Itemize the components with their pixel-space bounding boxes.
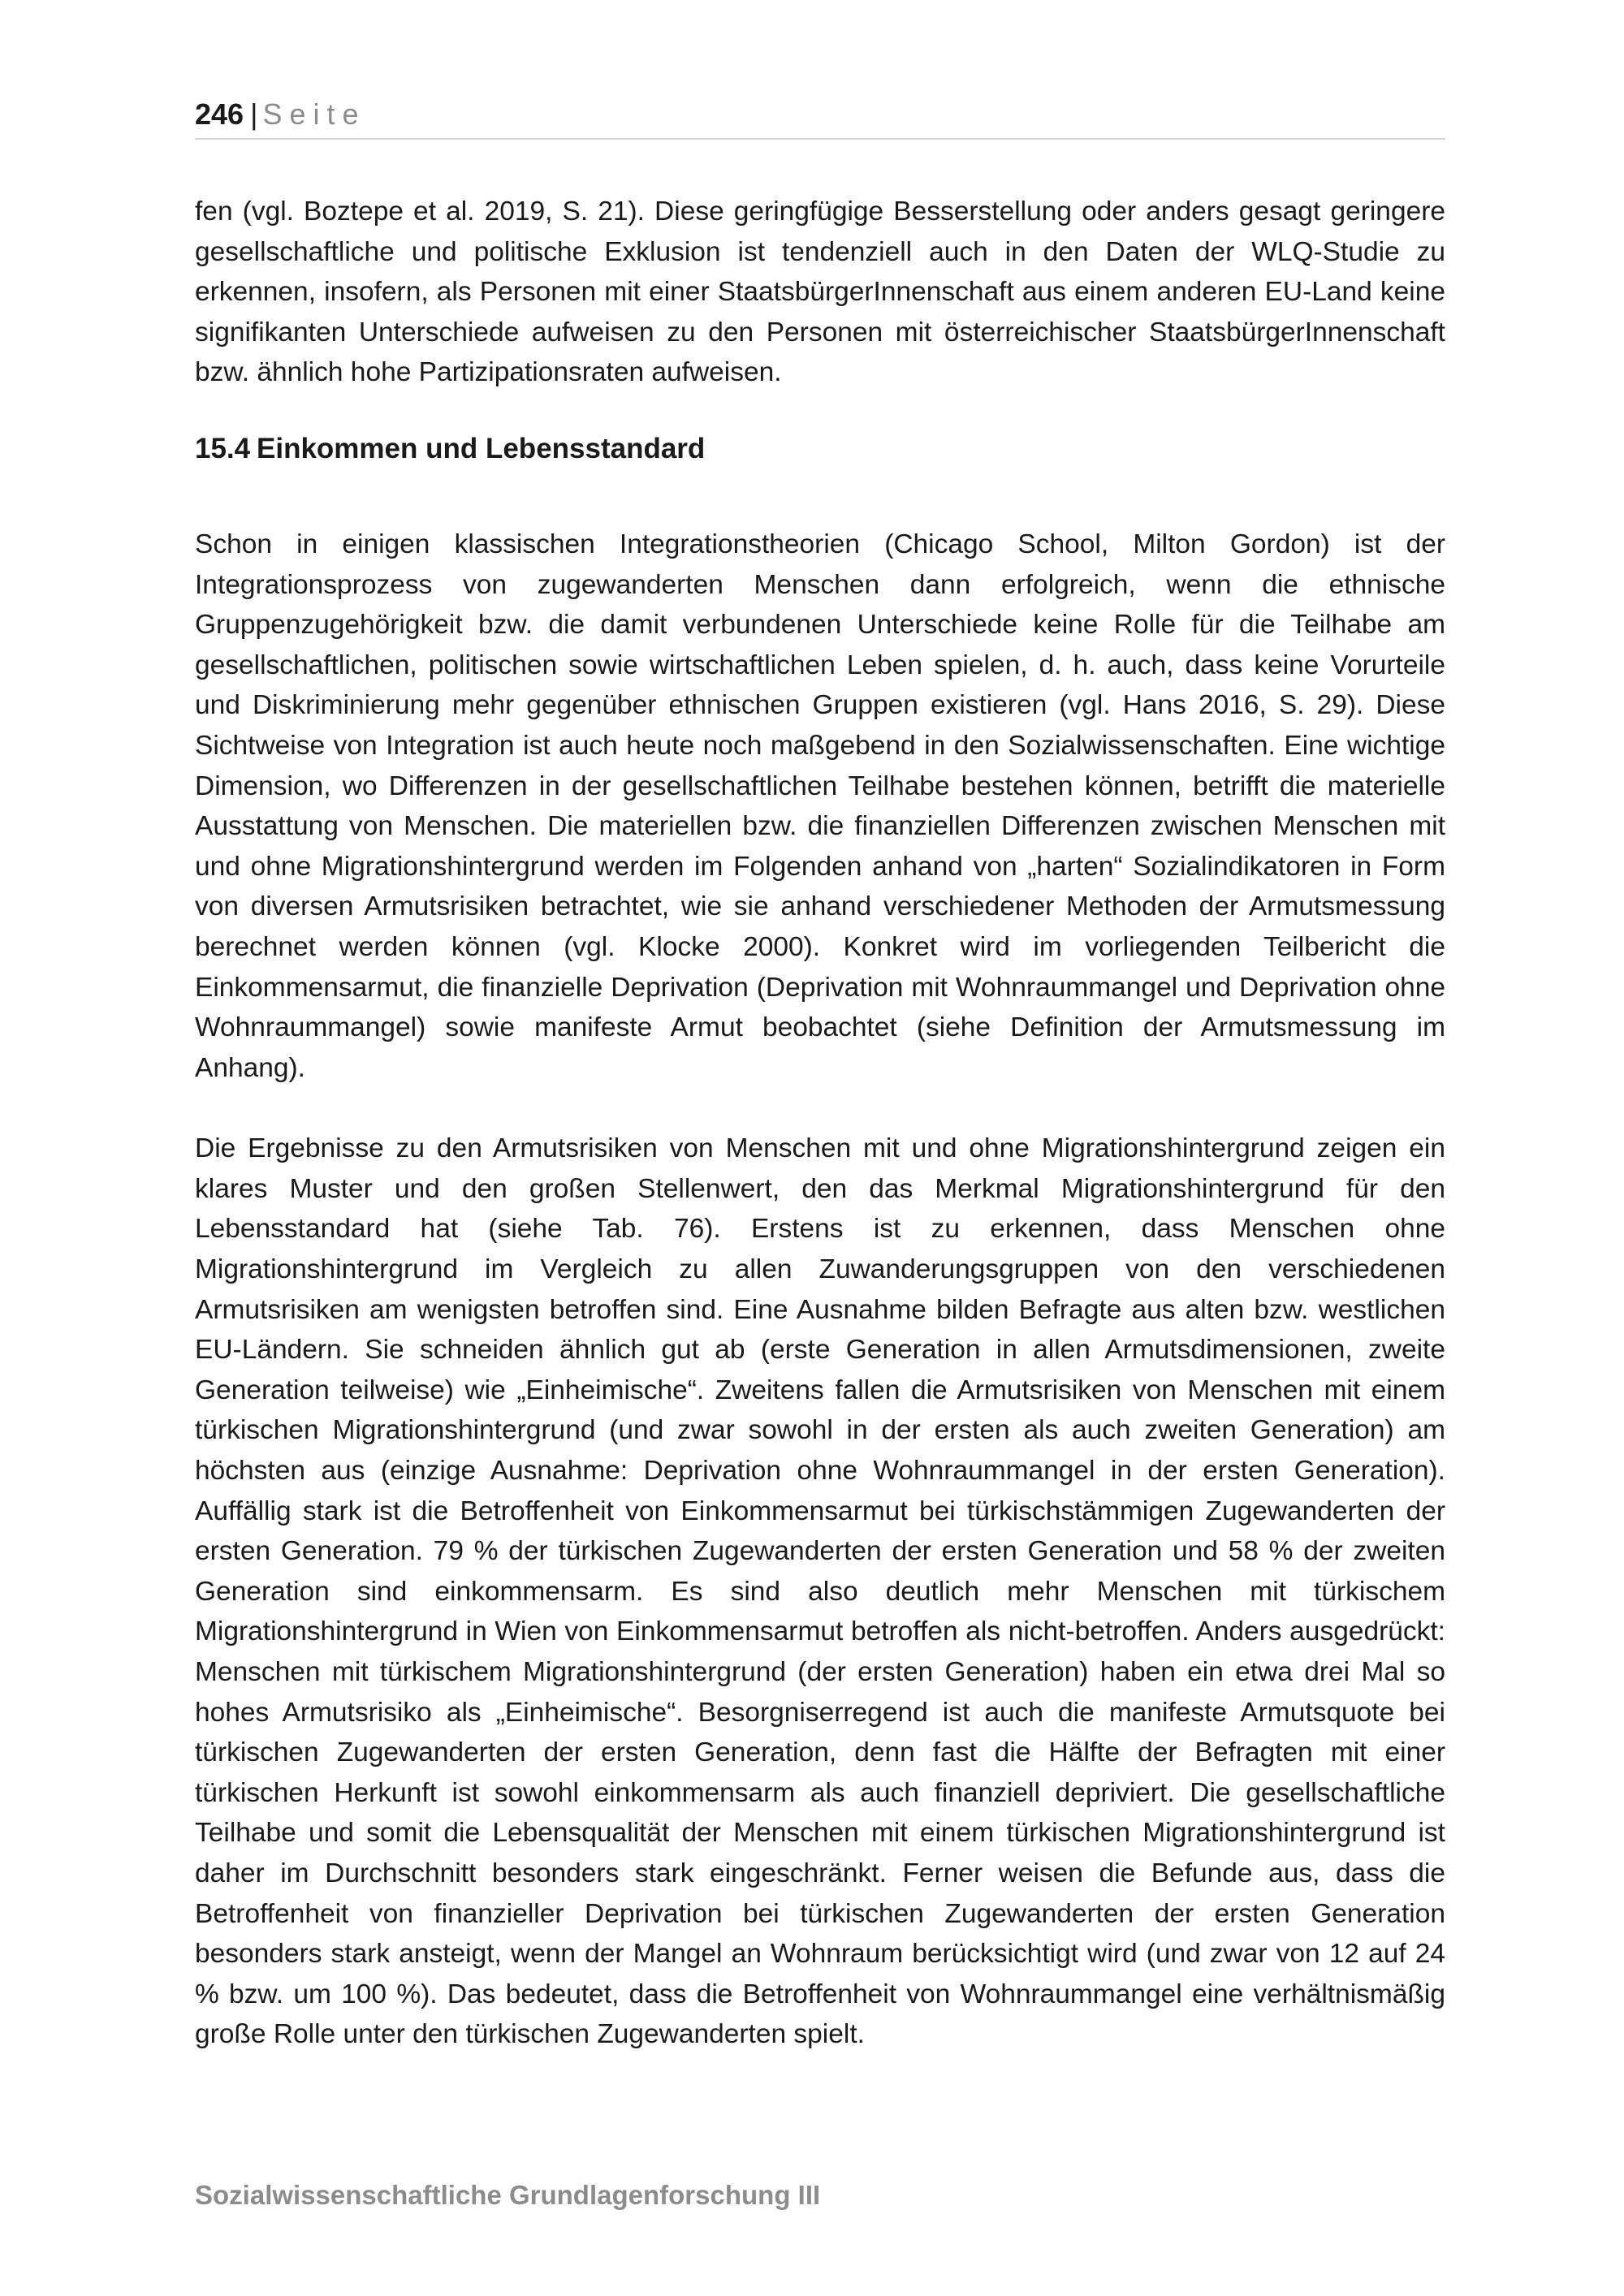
paragraph-integration-theory: Schon in einigen klassischen Integrationstheorien (Chicago School, Milton Gordon) ist der Integrationsprozess von zugewanderten Menschen dann erfolgreich, wenn die ethnische Gruppenzugehörigkeit bzw. die damit verbundenen Unterschiede keine Rolle für die Teilhabe am gesellschaftlichen, politischen sowie wirtschaftlichen Leben spielen, d. h. auch, dass keine Vorurteile und Diskriminierung mehr gegenüber ethnischen Gruppen existieren (vgl. Hans 2016, S. 29). Diese Sichtweise von Integration ist auch heute noch maßgebend in den Sozialwissenschaften. Eine wichtige Dimension, wo Differenzen in der gesellschaftlichen Teilhabe bestehen können, betrifft die materielle Ausstattung von Menschen. Die materiellen bzw. die finanziellen Differenzen zwischen Menschen mit und ohne Migrationshintergrund werden im Folgenden anhand von „harten“ Sozialindikatoren in Form von diversen Armutsrisiken betrachtet, wie sie anhand verschiedener Methoden der Armutsmessung berechnet werden können (vgl. Klocke 2000). Konkret wird im vorliegenden Teilbericht die Einkommensarmut, die finanzielle Deprivation (Deprivation mit Wohnraummangel und Deprivation ohne Wohnraummangel) sowie manifeste Armut beobachtet (siehe Definition der Armutsmessung im Anhang). xyxy=(195,529,1445,1083)
section-title: Einkommen und Lebensstandard xyxy=(257,432,706,464)
section-number: 15.4 xyxy=(195,432,251,464)
header-separator: | xyxy=(250,97,258,131)
page-footer: Sozialwissenschaftliche Grundlagenforschung III xyxy=(195,2180,821,2210)
page-header xyxy=(195,91,1445,140)
paragraph-poverty-results: Die Ergebnisse zu den Armutsrisiken von Menschen mit und ohne Migrationshintergrund zeigen ein klares Muster und den großen Stellenwert, den das Merkmal Migrationshintergrund für den Lebensstandard hat (siehe Tab. 76). Erstens ist zu erkennen, dass Menschen ohne Migrationshintergrund im Vergleich zu allen Zuwanderungsgruppen von den verschiedenen Armutsrisiken am wenigsten betroffen sind. Eine Ausnahme bilden Befragte aus alten bzw. westlichen EU-Ländern. Sie schneiden ähnlich gut ab (erste Generation in allen Armutsdimensionen, zweite Generation teilweise) wie „Einheimische“. Zweitens fallen die Armutsrisiken von Menschen mit einem türkischen Migrationshintergrund (und zwar sowohl in der ersten als auch zweiten Generation) am höchsten aus (einzige Ausnahme: Deprivation ohne Wohnraummangel in der ersten Generation). Auffällig stark ist die Betroffenheit von Einkommensarmut bei türkischstämmigen Zugewanderten der ersten Generation. 79 % der türkischen Zugewanderten der ersten Generation und 58 % der zweiten Generation sind einkommensarm. Es sind also deutlich mehr Menschen mit türkischem Migrationshintergrund in Wien von Einkommensarmut betroffen als nicht-betroffen. Anders ausgedrückt: Menschen mit türkischem Migrationshintergrund (der ersten Generation) haben ein etwa drei Mal so hohes Armutsrisiko als „Einheimische“. Besorgniserregend ist auch die manifeste Armutsquote bei türkischen Zugewanderten der ersten Generation, denn fast die Hälfte der Befragten mit einer türkischen Herkunft ist sowohl einkommensarm als auch finanziell depriviert. Die gesellschaftliche Teilhabe und somit die Lebensqualität der Menschen mit einem türkischen Migrationshintergrund ist daher im Durchschnitt besonders stark eingeschränkt. Ferner weisen die Befunde aus, dass die Betroffenheit von finanzieller Deprivation bei türkischen Zugewanderten der ersten Generation besonders stark ansteigt, wenn der Mangel an Wohnraum berücksichtigt wird (und zwar von 12 auf 24 % bzw. um 100 %). Das bedeutet, dass die Betroffenheit von Wohnraummangel eine verhältnismäßig große Rolle unter den türkischen Zugewanderten spielt. xyxy=(195,1133,1445,2050)
header-page-word: Seite xyxy=(262,97,366,131)
paragraph-continuation: fen (vgl. Boztepe et al. 2019, S. 21). Diese geringfügige Besserstellung oder anders gesagt geringere gesellschaftliche und politische Exklusion ist tendenziell auch in den Daten der WLQ-Studie zu erkennen, insofern, als Personen mit einer StaatsbürgerInnenschaft aus einem anderen EU-Land keine signifikanten Unterschiede aufweisen zu den Personen mit österreichischer StaatsbürgerInnenschaft bzw. ähnlich hohe Partizipationsraten aufweisen. xyxy=(195,196,1445,388)
page-content xyxy=(195,192,1445,2055)
section-heading xyxy=(195,429,1445,469)
page-number: 246 xyxy=(195,97,244,131)
